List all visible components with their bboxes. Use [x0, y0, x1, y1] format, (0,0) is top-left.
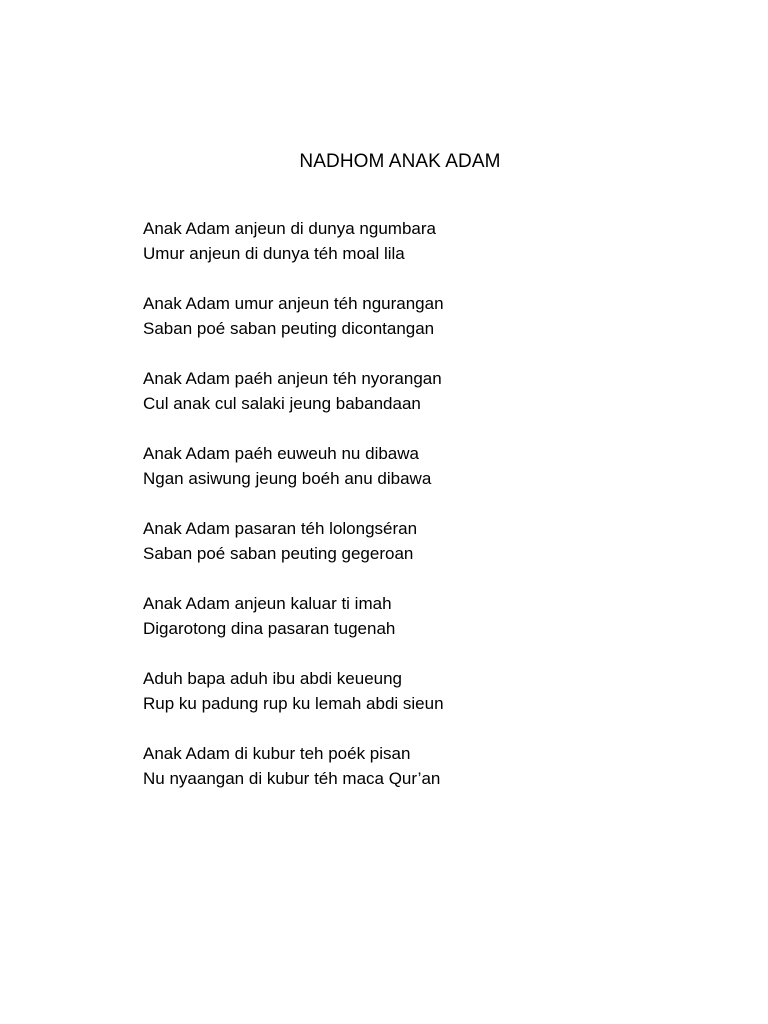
stanza: [143, 291, 703, 341]
verse-line: Ngan asiwung jeung boéh anu dibawa: [143, 469, 432, 488]
verse-line: Anak Adam di kubur teh poék pisan: [143, 744, 411, 763]
verse-line: Cul anak cul salaki jeung babandaan: [143, 394, 421, 413]
verse-line: Umur anjeun di dunya téh moal lila: [143, 244, 405, 263]
stanza: [143, 366, 703, 416]
stanza: [143, 516, 703, 566]
verse-line: Anak Adam pasaran téh lolongséran: [143, 519, 418, 538]
verse-line: Saban poé saban peuting dicontangan: [143, 319, 435, 338]
verse-line: Nu nyaangan di kubur téh maca Qur’an: [143, 769, 441, 788]
verse-line: Anak Adam umur anjeun téh ngurangan: [143, 294, 444, 313]
poem-title: NADHOM ANAK ADAM: [299, 151, 501, 172]
verse-line: Aduh bapa aduh ibu abdi keueung: [143, 669, 403, 688]
stanza: [143, 666, 703, 716]
stanza: [143, 591, 703, 641]
poem-body: [143, 216, 703, 816]
stanza: [143, 441, 703, 491]
verse-line: Saban poé saban peuting gegeroan: [143, 544, 414, 563]
verse-line: Digarotong dina pasaran tugenah: [143, 619, 396, 638]
verse-line: Anak Adam paéh euweuh nu dibawa: [143, 444, 419, 463]
verse-line: Rup ku padung rup ku lemah abdi sieun: [143, 694, 444, 713]
stanza: [143, 216, 703, 266]
verse-line: Anak Adam paéh anjeun téh nyorangan: [143, 369, 442, 388]
stanza: [143, 741, 703, 791]
verse-line: Anak Adam anjeun kaluar ti imah: [143, 594, 392, 613]
verse-line: Anak Adam anjeun di dunya ngumbara: [143, 219, 436, 238]
